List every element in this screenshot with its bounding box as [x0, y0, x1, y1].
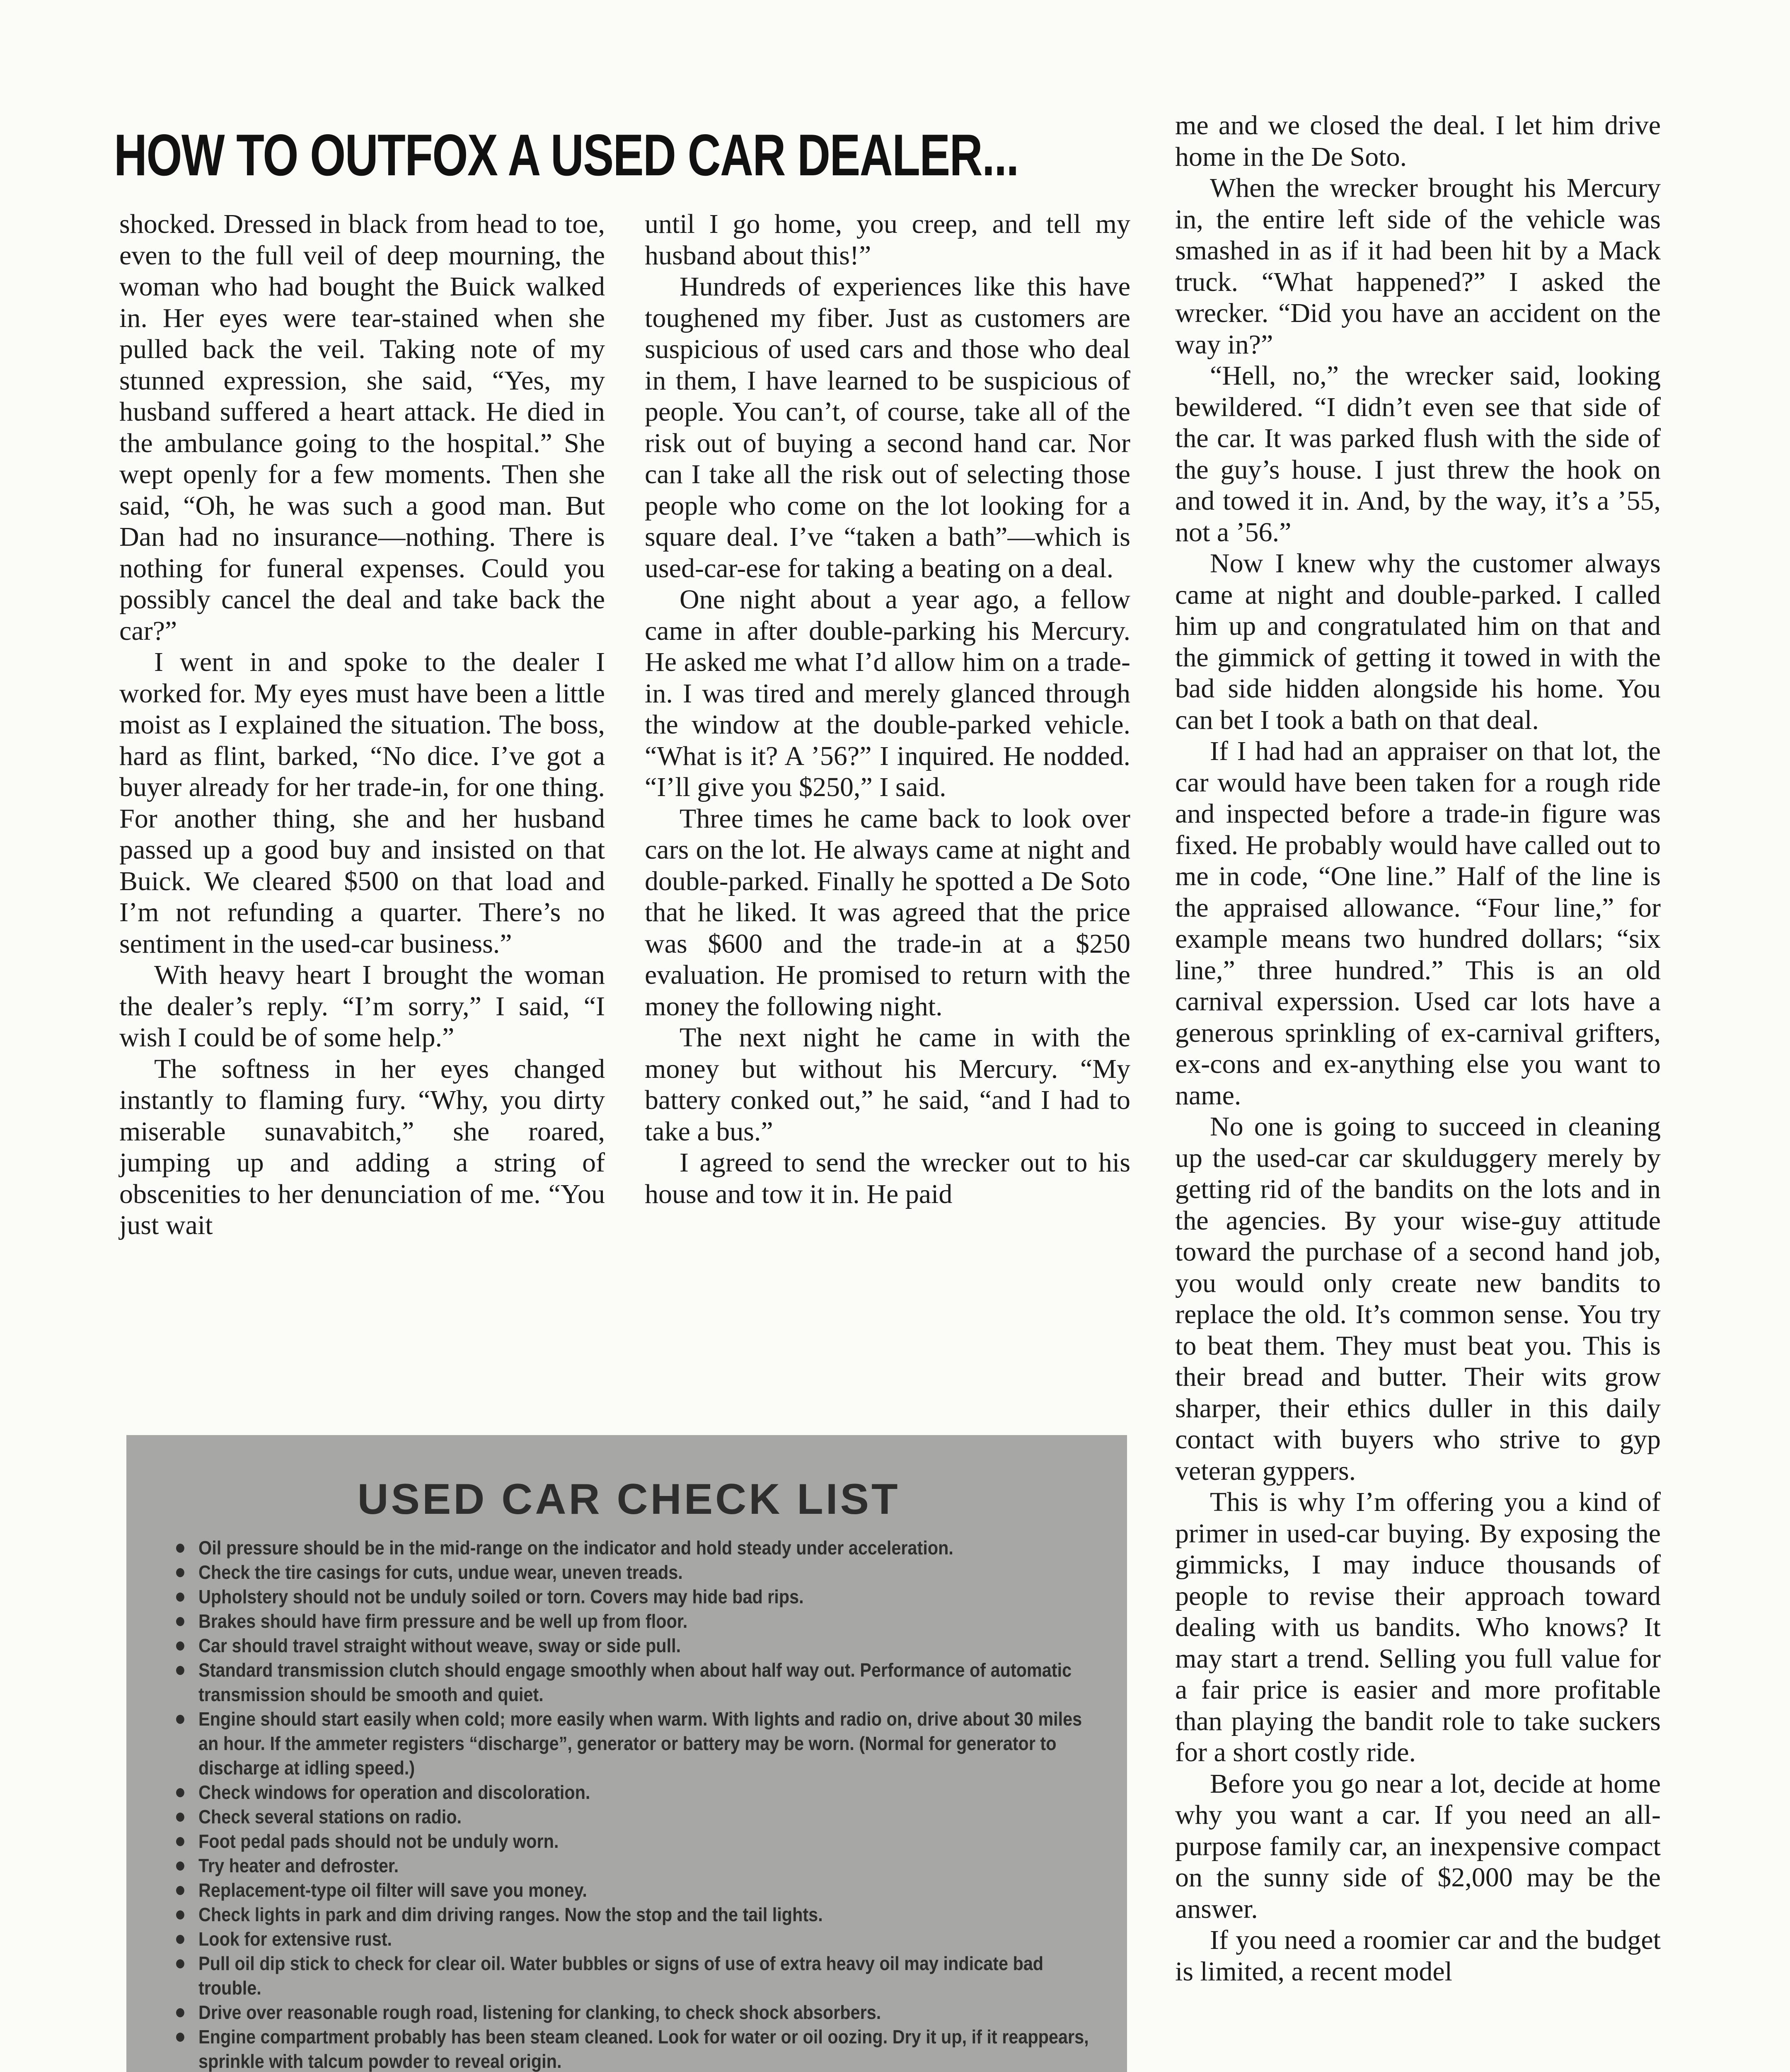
- text-column-2: [645, 208, 1130, 1210]
- bullet-icon: [176, 1813, 184, 1822]
- paragraph: If you need a roomier car and the budget is limited, a recent model: [1175, 1925, 1661, 1987]
- bullet-icon: [176, 1593, 184, 1602]
- checklist-items: [176, 1536, 1089, 2072]
- paragraph: Hundreds of experiences like this have toughened my fiber. Just as customers are suspicious of used cars and those who deal in them, I have learned to be suspicious of people. You can’t, of course, take all of the risk out of buying a second hand car. Nor can I take all the risk out of selecting those people who come on the lot looking for a square deal. I’ve “taken a bath”—which is used-car-ese for taking a beating on a deal.: [645, 271, 1130, 583]
- paragraph: The next night he came in with the money but without his Mercury. “My battery conked out,” he said, “and I had to take a bus.”: [645, 1022, 1130, 1147]
- checklist-item-text: Pull oil dip stick to check for clear oil. Water bubbles or signs of use of extra heavy oil may indicate bad trouble.: [198, 1953, 1044, 1999]
- checklist-item-text: Replacement-type oil filter will save you money.: [198, 1879, 587, 1901]
- paragraph: This is why I’m offering you a kind of primer in used-car buying. By exposing the gimmicks, I may induce thousands of people to revise their approach toward dealing with us bandits. Who knows? It may start a trend. Selling you full value for a fair price is easier and more profitable than playing the bandit role to take suckers for a short costly ride.: [1175, 1487, 1661, 1767]
- checklist-item-text: Check lights in park and dim driving ranges. Now the stop and the tail lights.: [198, 1904, 823, 1925]
- paragraph: “Hell, no,” the wrecker said, looking bewildered. “I didn’t even see that side of the car. It was parked flush with the side of the guy’s house. I just threw the hook on and towed it in. And, by the way, it’s a ’55, not a ’56.”: [1175, 361, 1661, 547]
- checklist-item-text: Oil pressure should be in the mid-range on the indicator and hold steady under acceleration.: [198, 1537, 953, 1559]
- checklist-item: [176, 2000, 1103, 2025]
- paragraph: One night about a year ago, a fellow came in after double-parking his Mercury. He asked me what I’d allow him on a trade-in. I was tired and merely glanced through the window at the double-parked vehicle. “What is it? A ’56?” I inquired. He nodded. “I’ll give you $250,” I said.: [645, 584, 1130, 802]
- checklist-item-text: Try heater and defroster.: [198, 1855, 399, 1876]
- bullet-icon: [176, 1788, 184, 1797]
- paragraph: until I go home, you creep, and tell my husband about this!”: [645, 209, 1130, 271]
- checklist-item-text: Look for extensive rust.: [198, 1928, 392, 1950]
- paragraph: I agreed to send the wrecker out to his house and tow it in. He paid: [645, 1147, 1130, 1209]
- bullet-icon: [176, 1910, 184, 1920]
- bullet-icon: [176, 1568, 184, 1577]
- paragraph: With heavy heart I brought the woman the dealer’s reply. “I’m sorry,” I said, “I wish I could be of some help.”: [119, 960, 605, 1053]
- text-column-1: [119, 208, 605, 1241]
- bullet-icon: [176, 1641, 184, 1651]
- paragraph: Now I knew why the customer always came at night and double-parked. I called him up and congratulated him on that and the gimmick of getting it towed in with the bad side hidden alongside his home. You can bet I took a bath on that deal.: [1175, 548, 1661, 735]
- bullet-icon: [176, 1959, 184, 1968]
- bullet-icon: [176, 1886, 184, 1895]
- paragraph: shocked. Dressed in black from head to toe, even to the full veil of deep mourning, the woman who had bought the Buick walked in. Her eyes were tear-stained when she pulled back the veil. Taking note of my stunned expression, she said, “Yes, my husband suffered a heart attack. He died in the ambulance going to the hospital.” She wept openly for a few moments. Then she said, “Oh, he was such a good man. But Dan had no insurance—nothing. There is nothing for funeral expenses. Could you possibly cancel the deal and take back the car?”: [119, 209, 605, 646]
- used-car-checklist-box: [126, 1435, 1127, 2072]
- checklist-item: [176, 1951, 1103, 2000]
- bullet-icon: [176, 1617, 184, 1626]
- checklist-item-text: Brakes should have firm pressure and be well up from floor.: [198, 1610, 688, 1632]
- paragraph: No one is going to succeed in cleaning up the used-car car skulduggery merely by getting rid of the bandits on the lots and in the agencies. By your wise-guy attitude toward the purchase of a second hand job, you would only create new bandits to replace the old. It’s common sense. You try to beat them. They must beat you. This is their bread and butter. Their wits grow sharper, their ethics duller in this daily contact with buyers who strive to gyp veteran gyppers.: [1175, 1111, 1661, 1486]
- checklist-item: [176, 1805, 1103, 1829]
- checklist-item-text: Foot pedal pads should not be unduly worn.: [198, 1830, 559, 1852]
- checklist-item-text: Engine compartment probably has been steam cleaned. Look for water or oil oozing. Dry it up, if it reappears, sprinkle with talcum powder to reveal origin.: [198, 2026, 1089, 2072]
- checklist-item-text: Check several stations on radio.: [198, 1806, 462, 1828]
- checklist-item-text: Standard transmission clutch should engage smoothly when about half way out. Performance of automatic transmission should be smooth and quiet.: [198, 1659, 1072, 1705]
- checklist-item: [176, 1854, 1103, 1878]
- checklist-item: [176, 1927, 1103, 1951]
- checklist-item: [176, 1829, 1103, 1854]
- checklist-item: [176, 1780, 1103, 1805]
- checklist-item: [176, 1634, 1103, 1658]
- text-column-3: [1175, 110, 1661, 1987]
- bullet-icon: [176, 2008, 184, 2017]
- checklist-item: [176, 1658, 1103, 1707]
- paragraph: Three times he came back to look over cars on the lot. He always came at night and double-parked. Finally he spotted a De Soto that he liked. It was agreed that the price was $600 and the trade-in at a $250 evaluation. He promised to return with the money the following night.: [645, 803, 1130, 1021]
- paragraph: If I had had an appraiser on that lot, the car would have been taken for a rough ride and inspected before a trade-in figure was fixed. He probably would have called out to me in code, “One line.” Half of the line is the appraised allowance. “Four line,” for example means two hundred dollars; “six line,” three hundred.” This is an old carnival experssion. Used car lots have a generous sprinkling of ex-carnival grifters, ex-cons and ex-anything else you want to name.: [1175, 736, 1661, 1111]
- checklist-item: [176, 2025, 1103, 2072]
- checklist-item: [176, 1560, 1103, 1585]
- bullet-icon: [176, 1837, 184, 1846]
- checklist-item-text: Upholstery should not be unduly soiled or torn. Covers may hide bad rips.: [198, 1586, 804, 1607]
- bullet-icon: [176, 1715, 184, 1724]
- paragraph: I went in and spoke to the dealer I worked for. My eyes must have been a little moist as I explained the situation. The boss, hard as flint, barked, “No dice. I’ve got a buyer already for her trade-in, for one thing. For another thing, she and her husband passed up a good buy and insisted on that Buick. We cleared $500 on that load and I’m not refunding a quarter. There’s no sentiment in the used-car business.”: [119, 647, 605, 959]
- checklist-item: [176, 1536, 1103, 1560]
- bullet-icon: [176, 1935, 184, 1944]
- checklist-item: [176, 1903, 1103, 1927]
- paragraph: The softness in her eyes changed instantly to flaming fury. “Why, you dirty miserable sunavabitch,” she roared, jumping up and adding a string of obscenities to her denunciation of me. “You just wait: [119, 1053, 605, 1240]
- checklist-item-text: Check windows for operation and discoloration.: [198, 1782, 590, 1803]
- paragraph: Before you go near a lot, decide at home why you want a car. If you need an all-purpose family car, an inexpensive compact on the sunny side of $2,000 may be the answer.: [1175, 1768, 1661, 1924]
- bullet-icon: [176, 2033, 184, 2042]
- bullet-icon: [176, 1861, 184, 1871]
- checklist-item-text: Drive over reasonable rough road, listening for clanking, to check shock absorbers.: [198, 2002, 881, 2023]
- checklist-item: [176, 1609, 1103, 1634]
- checklist-item-text: Check the tire casings for cuts, undue wear, uneven treads.: [198, 1561, 683, 1583]
- checklist-item-text: Engine should start easily when cold; more easily when warm. With lights and radio on, drive about 30 miles an hour. If the ammeter registers “discharge”, generator or battery may be worn. (Normal for generator to discharge at idling speed.): [198, 1708, 1082, 1779]
- checklist-title: USED CAR CHECK LIST: [357, 1475, 900, 1523]
- checklist-item-text: Car should travel straight without weave, sway or side pull.: [198, 1635, 681, 1656]
- bullet-icon: [176, 1666, 184, 1675]
- checklist-item: [176, 1878, 1103, 1903]
- bullet-icon: [176, 1544, 184, 1553]
- checklist-item: [176, 1585, 1103, 1609]
- article-headline: HOW TO OUTFOX A USED CAR DEALER...: [114, 122, 1018, 188]
- paragraph: When the wrecker brought his Mercury in, the entire left side of the vehicle was smashed in as if it had been hit by a Mack truck. “What happened?” I asked the wrecker. “Did you have an accident on the way in?”: [1175, 173, 1661, 360]
- checklist-item: [176, 1707, 1103, 1780]
- paragraph: me and we closed the deal. I let him drive home in the De Soto.: [1175, 110, 1661, 172]
